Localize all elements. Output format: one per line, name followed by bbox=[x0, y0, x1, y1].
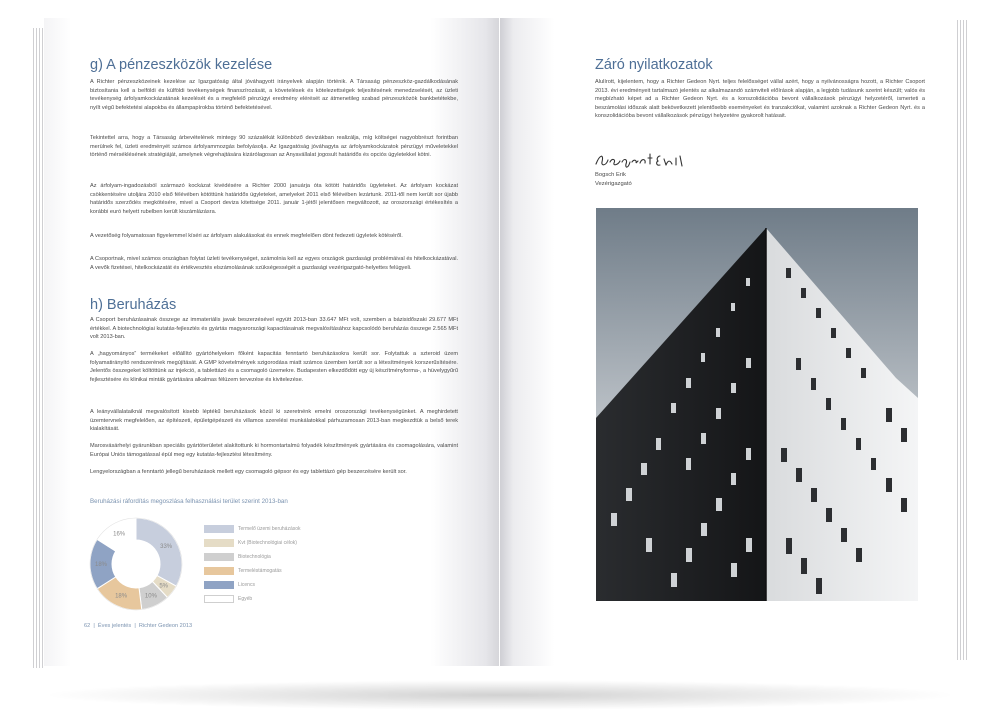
donut-slice-label: 10% bbox=[144, 593, 157, 600]
legend-label: Licencs bbox=[238, 581, 255, 588]
section-g-paragraph: Tekintettel arra, hogy a Társaság árbevételének mintegy 90 százalékát különböző devizákban realizálja, míg költségei nagyobbrészt forintban merülnek fel, üzleti eredményét számos árfolyammozgás befolyásolja. Az Igazgatóság jóváhagyta az árfolyamkockázatok pénzügyi műveletekkel történő mérséklésének stratégiáját, amelynek végrehajtására kizárólagosan az Anyavállalat jogosult határidős és opciós ügyletekkel kötni. bbox=[90, 135, 458, 159]
legend-swatch bbox=[204, 525, 234, 533]
donut-slice-label: 5% bbox=[159, 583, 168, 590]
legend-swatch bbox=[204, 567, 234, 575]
section-h-paragraph: Marosvásárhelyi gyárunkban speciális gyártóterületet alakítottunk ki hormontartalmú folyadék készítmények gyártására és csomagolására, valamint Európai Uniós támogatással épül meg egy kutatás-fejlesztési létesítmény. bbox=[90, 443, 458, 458]
legend-item bbox=[204, 537, 314, 548]
section-h-paragraph: Lengyelországban a fenntartó jellegű beruházások mellett egy csomagoló gépsor és egy tablettázó gép beszerzésére került sor. bbox=[90, 469, 407, 475]
legend-label: Egyéb bbox=[238, 595, 253, 602]
left-page bbox=[44, 18, 499, 666]
legend-label: Termeléstámogatás bbox=[238, 567, 282, 574]
section-g-paragraph: A Richter pénzeszközeinek kezelése az Igazgatóság által jóváhagyott irányelvek alapján történik. A Társaság pénzeszköz-gazdálkodásának biztosítania kell a belföldi és külföldi tevékenységek finanszírozását, a követelések és kötelezettségek teljesítésének menedzselését, az üzleti tevékenység árfolyamkockázatának kezelését és a megfelelő pénzügyi eredmény elérését az átmenetileg szabad pénzeszközök bankbetétekbe, nyílt végű befektetési alapokba és állampapírokba történő befektetésével. bbox=[90, 79, 458, 111]
footer-separator: | bbox=[132, 623, 138, 629]
donut-slice-label: 16% bbox=[113, 531, 126, 538]
section-g-paragraph: Az árfolyam-ingadozásból származó kockázat kivédésére a Richter 2000 januárja óta kötött határidős ügyleteket. Az árfolyam kockázat csökkentésére utoljára 2010 első félévében kötöttünk határidős ügyleteket, amelyeket 2011 első félévében lezártunk. 2011-től nem került sor újabb határidős szerződés megkötésére, mivel a Csoport deviza kitettsége 2011. január 1-jétől jelentősen megváltozott, az oroszországi értékesítés a korábbi euró helyett rubelben került kiszámlázásra. bbox=[90, 183, 458, 215]
section-h-paragraph: A Csoport beruházásainak összege az immateriális javak beszerzésével együtt 2013-ban 33.647 MFt volt, szemben a bázisidőszaki 29.677 MFt értékkel. A biotechnológiai kutatás-fejlesztés és gyártás magyarországi kapacitásainak megvalósításához kapcsolódó beruházás összege 2.565 MFt volt 2013-ban. bbox=[90, 317, 458, 341]
page-footer bbox=[84, 623, 192, 629]
right-page bbox=[500, 18, 955, 666]
legend-swatch bbox=[204, 539, 234, 547]
right-page-edges bbox=[955, 20, 969, 660]
section-h-paragraph: A leányvállalataiknál megvalósított kisebb léptékű beruházások közül ki szeretnénk emelni oroszországi tevékenységünket. A meghirdetett üzemtervnek megfelelően, az építészeti, épületgépészeti és villamos szerelési munkálatokkal párhuzamosan 2013-ban megkezdtük a belső terek kialakítását. bbox=[90, 409, 458, 433]
legend-label: Biotechnológia bbox=[238, 553, 271, 560]
footer-separator: | bbox=[91, 623, 97, 629]
page-number: 62 bbox=[84, 623, 91, 629]
donut-slice-label: 33% bbox=[160, 544, 173, 551]
signer-block bbox=[595, 171, 632, 188]
chart-title: Beruházási ráfordítás megoszlása felhasználási terület szerint 2013-ban bbox=[90, 498, 288, 505]
section-g-paragraph: A vezetőség folyamatosan figyelemmel kíséri az árfolyam alakulásokat és ennek megfelelően dönt fedezeti ügyletek kötéséről. bbox=[90, 233, 403, 239]
donut-chart bbox=[86, 514, 186, 614]
legend-swatch bbox=[204, 595, 234, 603]
book-shadow bbox=[40, 680, 960, 710]
report-name: Éves jelentés bbox=[97, 623, 132, 629]
closing-paragraph: Alulírott, kijelentem, hogy a Richter Gedeon Nyrt. teljes felelősséget vállal azért, hogy a nyilvánosságra hozott, a Richter Csoport 2013. évi eredményeit tartalmazó jelentés az alkalmazandó számviteli előírások alapján, a legjobb tudásunk szerint készült; valós és megbízható képet ad a Richter Gedeon Nyrt. és a konszolidációba bevont vállalkozások pénzügyi helyzetéről, ismerteti a beszámolási időszak alatt bekövetkezett jelentősebb eseményeket és tranzakciókat, valamint azoknak a Richter Gedeon Nyrt. és a konszolidációba bevont vállalkozások pénzügyi helyzetére gyakorolt hatásait. bbox=[595, 79, 925, 120]
closing-title: Záró nyilatkozatok bbox=[595, 57, 713, 73]
legend-item bbox=[204, 565, 314, 576]
handwritten-signature bbox=[594, 150, 714, 172]
legend-item bbox=[204, 551, 314, 562]
building-illustration bbox=[596, 208, 918, 601]
section-h-paragraph: A „hagyományos” termékeket előállító gyártóhelyeken főként kapacitás fenntartó beruházásokra került sor. Folytattuk a szteroid üzem folyamatirányító rendszerének megújítását. A GMP követelmények szigorodása miatt számos üzemben került sor a létesítmények korszerűsítésére. Jelentős összegeket költöttünk az injekció, a tablettázó és a csomagoló üzemekre. Budapesten elkezdődött egy új készítményforma-, a hüvelygyűrű fejlesztésére és klinikai minták gyártására alkalmas félüzem tervezése és kivitelezése. bbox=[90, 351, 458, 383]
building-photo bbox=[596, 208, 918, 601]
legend-item bbox=[204, 523, 314, 534]
legend-swatch bbox=[204, 553, 234, 561]
signer-name: Bogsch Erik bbox=[595, 172, 626, 178]
legend-label: Termelő üzemi beruházások bbox=[238, 525, 301, 532]
donut-slice bbox=[136, 518, 182, 586]
legend-swatch bbox=[204, 581, 234, 589]
legend-item bbox=[204, 593, 314, 604]
company-name: Richter Gedeon 2013 bbox=[138, 623, 193, 629]
section-g-title: g) A pénzeszközök kezelése bbox=[90, 57, 273, 73]
signer-title: Vezérigazgató bbox=[595, 180, 632, 187]
donut-slice-label: 18% bbox=[115, 593, 128, 600]
chart-legend bbox=[204, 523, 314, 607]
legend-label: Kvt (Biotechnológiai célok) bbox=[238, 539, 297, 546]
section-h-title: h) Beruházás bbox=[90, 297, 177, 313]
donut-slice-label: 18% bbox=[94, 562, 108, 568]
section-g-paragraph: A Csoportnak, mivel számos országban folytat üzleti tevékenységet, számolnia kell az egyes országok gazdasági problémáival és hitelkockázatával. A vevők fizetései, hitelkockázatát és értékvesztés elszámolásának szükségességét a gazdasági vezérigazgató-helyettes felügyeli. bbox=[90, 256, 458, 271]
legend-item bbox=[204, 579, 314, 590]
